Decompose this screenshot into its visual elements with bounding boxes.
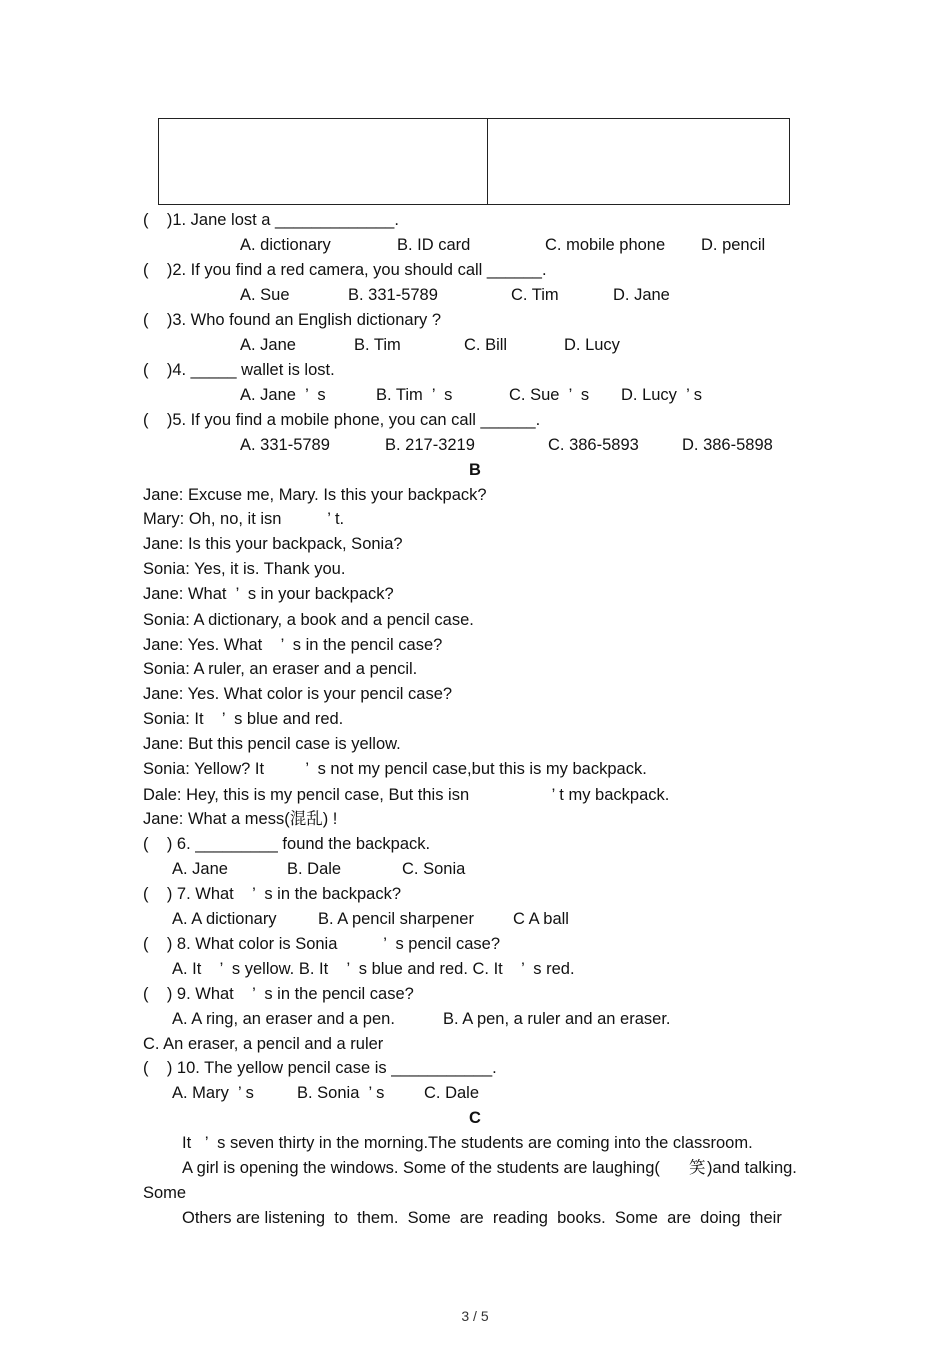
q4-option-d: D. Lucy ’ s (621, 386, 702, 404)
dialogue-line: Jane: Yes. What ’ s in the pencil case? (143, 636, 443, 654)
question-7: ( ) 7. What ’ s in the backpack? (143, 885, 401, 903)
table-cell-left (159, 119, 488, 204)
q1-option-d: D. pencil (701, 236, 766, 254)
question-1: ( )1. Jane lost a _____________. (143, 211, 399, 229)
dialogue-line: Dale: Hey, this is my pencil case, But this isn ’ t my backpack. (143, 786, 670, 804)
q1-option-c: C. mobile phone (545, 236, 666, 254)
dialogue-line: Jane: Excuse me, Mary. Is this your backpack? (143, 486, 487, 504)
question-5: ( )5. If you find a mobile phone, you can call ______. (143, 411, 541, 429)
q4-option-b: B. Tim ’ s (376, 386, 453, 404)
dialogue-line: Jane: What ’ s in your backpack? (143, 585, 394, 603)
dialogue-line: Sonia: Yes, it is. Thank you. (143, 560, 346, 578)
q2-option-d: D. Jane (613, 286, 670, 304)
q8-options: A. It ’ s yellow. B. It ’ s blue and red. C. It ’ s red. (172, 960, 575, 978)
q10-option-a: A. Mary ’ s (172, 1084, 254, 1102)
q6-option-b: B. Dale (287, 860, 342, 878)
dialogue-line: Mary: Oh, no, it isn ’ t. (143, 510, 345, 528)
q3-option-c: C. Bill (464, 336, 508, 354)
q9-option-a: A. A ring, an eraser and a pen. (172, 1010, 395, 1028)
q9-option-c: C. An eraser, a pencil and a ruler (143, 1035, 384, 1053)
table-cell-right (488, 119, 789, 204)
question-10: ( ) 10. The yellow pencil case is ___________. (143, 1059, 497, 1077)
q5-option-b: B. 217-3219 (385, 436, 475, 454)
dialogue-line: Sonia: A ruler, an eraser and a pencil. (143, 660, 418, 678)
dialogue-line: Jane: But this pencil case is yellow. (143, 735, 401, 753)
passage-line-2-end: )and talking. (707, 1159, 797, 1177)
q9-option-b: B. A pen, a ruler and an eraser. (443, 1010, 671, 1028)
q6-option-a: A. Jane (172, 860, 228, 878)
q3-option-a: A. Jane (240, 336, 296, 354)
q6-option-c: C. Sonia (402, 860, 466, 878)
question-8: ( ) 8. What color is Sonia ’ s pencil case? (143, 935, 501, 953)
dialogue-line: Sonia: It ’ s blue and red. (143, 710, 344, 728)
passage-line-1-end: The students are coming into the classroom. (428, 1134, 753, 1152)
q3-option-d: D. Lucy (564, 336, 620, 354)
q2-option-b: B. 331-5789 (348, 286, 438, 304)
q5-option-d: D. 386-5898 (682, 436, 773, 454)
question-3: ( )3. Who found an English dictionary ? (143, 311, 442, 329)
q7-option-a: A. A dictionary (172, 910, 277, 928)
q3-option-b: B. Tim (354, 336, 401, 354)
q1-option-b: B. ID card (397, 236, 471, 254)
passage-line-1-start: It ’ s seven thirty in the morning. (182, 1134, 429, 1152)
passage-line-3: Some (143, 1184, 187, 1202)
q5-option-a: A. 331-5789 (240, 436, 330, 454)
q1-option-a: A. dictionary (240, 236, 331, 254)
section-c-heading: C (469, 1109, 481, 1127)
dialogue-line: Sonia: A dictionary, a book and a pencil case. (143, 611, 474, 629)
page-number: 3 / 5 (461, 1308, 489, 1324)
q7-option-c: C A ball (513, 910, 569, 928)
blank-table (158, 118, 790, 205)
dialogue-line: Jane: What a mess(混乱) ! (143, 810, 338, 828)
passage-line-2-start: A girl is opening the windows. Some of the students are laughing( (182, 1159, 660, 1177)
q7-option-b: B. A pencil sharpener (318, 910, 474, 928)
q10-option-b: B. Sonia ’ s (297, 1084, 385, 1102)
dialogue-line: Jane: Yes. What color is your pencil case? (143, 685, 453, 703)
passage-gloss: 笑 (689, 1159, 706, 1177)
q5-option-c: C. 386-5893 (548, 436, 639, 454)
question-9: ( ) 9. What ’ s in the pencil case? (143, 985, 414, 1003)
q2-option-c: C. Tim (511, 286, 559, 304)
q4-option-c: C. Sue ’ s (509, 386, 590, 404)
question-4: ( )4. _____ wallet is lost. (143, 361, 335, 379)
question-2: ( )2. If you find a red camera, you should call ______. (143, 261, 547, 279)
question-6: ( ) 6. _________ found the backpack. (143, 835, 431, 853)
dialogue-line: Sonia: Yellow? It ’ s not my pencil case,but this is my backpack. (143, 760, 647, 778)
dialogue-line: Jane: Is this your backpack, Sonia? (143, 535, 403, 553)
section-b-heading: B (469, 461, 481, 479)
q2-option-a: A. Sue (240, 286, 290, 304)
passage-line-4: Others are listening to them. Some are reading books. Some are doing their (182, 1209, 782, 1227)
q4-option-a: A. Jane ’ s (240, 386, 326, 404)
q10-option-c: C. Dale (424, 1084, 480, 1102)
